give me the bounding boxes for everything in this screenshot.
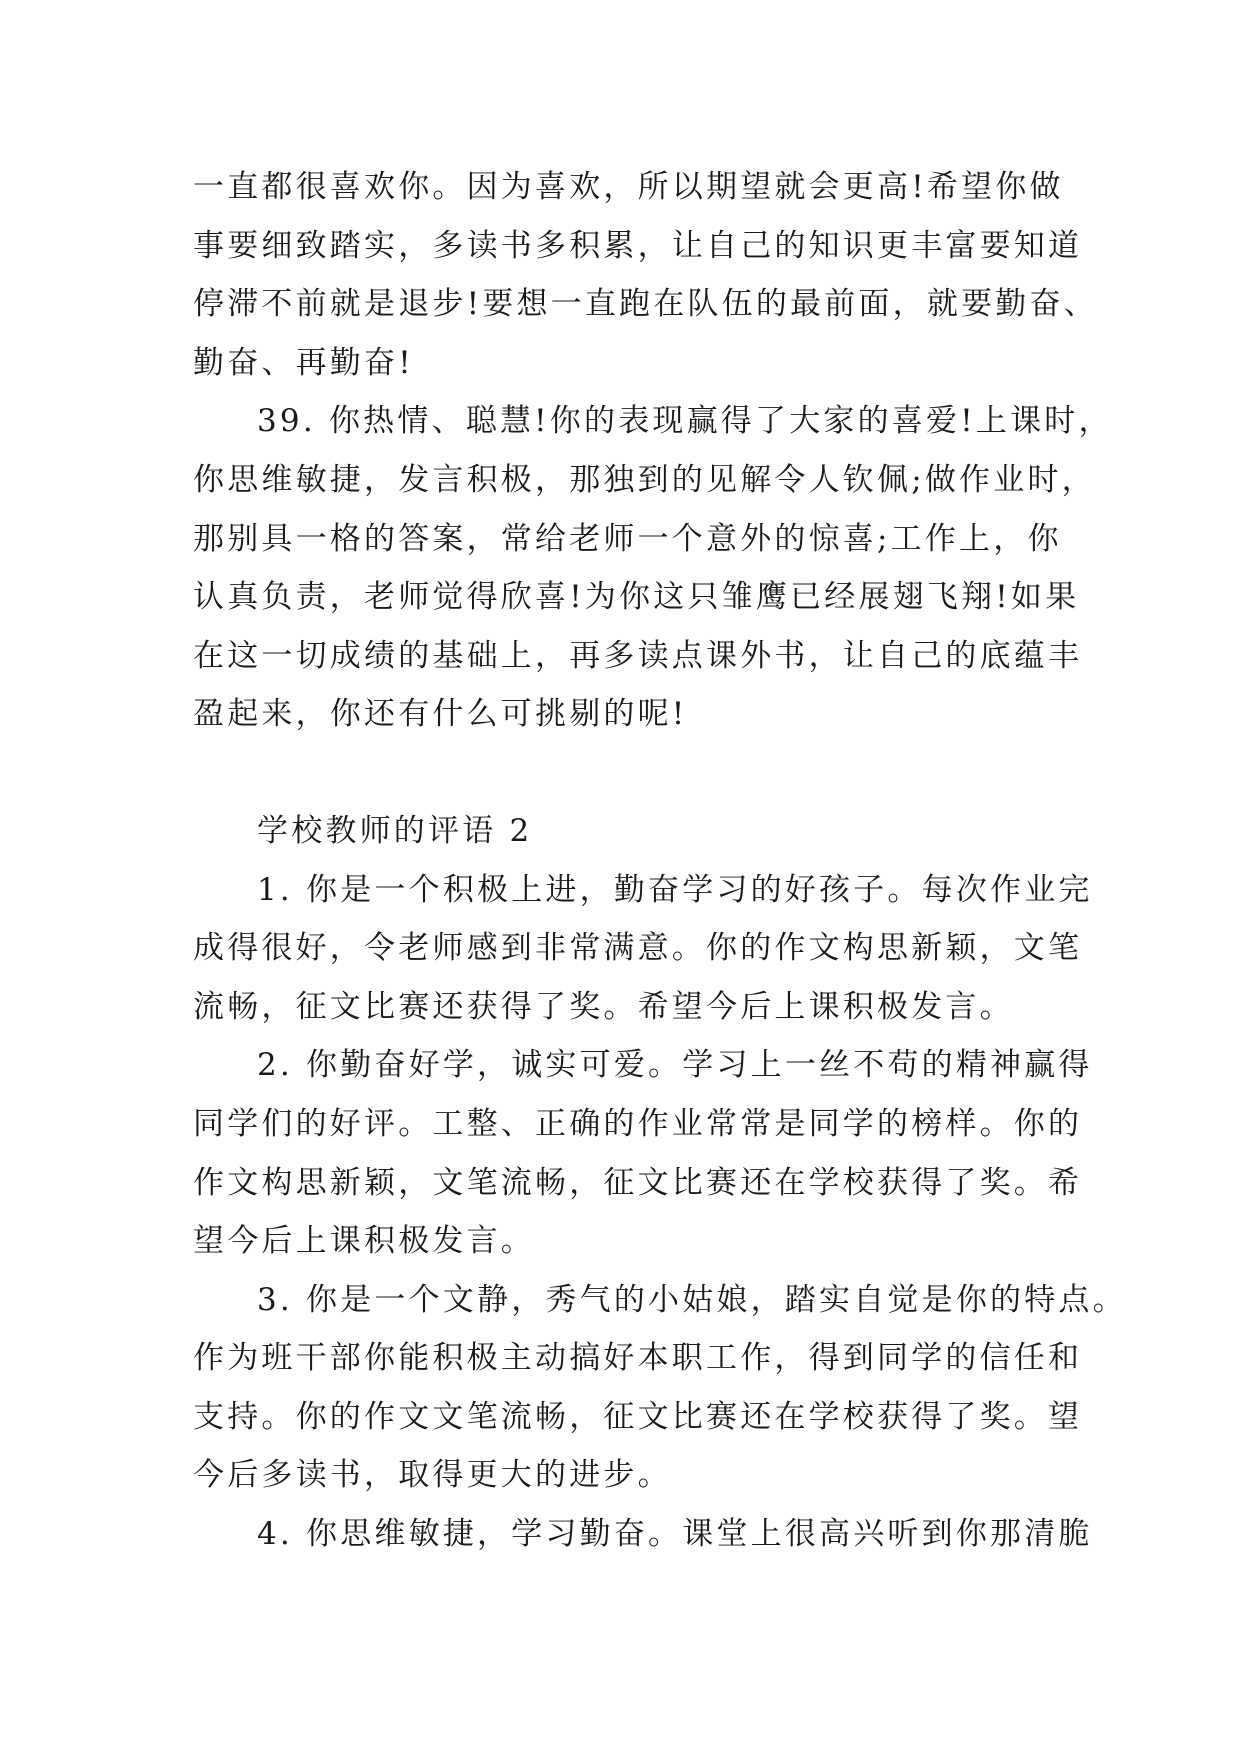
paragraph-continued bbox=[193, 158, 1098, 392]
text-line: 作为班干部你能积极主动搞好本职工作，得到同学的信任和 bbox=[193, 1340, 1083, 1377]
text-line: 作文构思新颖，文笔流畅，征文比赛还在学校获得了奖。希 bbox=[193, 1164, 1083, 1201]
text-line: 3. 你是一个文静，秀气的小姑娘，踏实自觉是你的特点。 bbox=[257, 1281, 1127, 1318]
text-line: 39. 你热情、聪慧!你的表现赢得了大家的喜爱!上课时， bbox=[257, 403, 1113, 440]
text-line: 成得很好，令老师感到非常满意。你的作文构思新颖，文笔 bbox=[193, 930, 1083, 967]
list-item bbox=[193, 1036, 1093, 1270]
text-line: 认真负责，老师觉得欣喜!为你这只雏鹰已经展翅飞翔!如果 bbox=[193, 579, 1080, 616]
text-line: 事要细致踏实，多读书多积累，让自己的知识更丰富要知道 bbox=[193, 227, 1083, 264]
text-line: 望今后上课积极发言。 bbox=[193, 1223, 535, 1260]
text-line: 4. 你思维敏捷，学习勤奋。课堂上很高兴听到你那清脆 bbox=[257, 1516, 1093, 1553]
list-item bbox=[193, 1271, 1127, 1505]
text-line: 1. 你是一个积极上进，勤奋学习的好孩子。每次作业完 bbox=[257, 871, 1093, 908]
list-item bbox=[193, 861, 1093, 1037]
paragraph-39 bbox=[193, 392, 1113, 744]
text-line: 2. 你勤奋好学，诚实可爱。学习上一丝不苟的精神赢得 bbox=[257, 1047, 1093, 1084]
text-line: 在这一切成绩的基础上，再多读点课外书，让自己的底蕴丰 bbox=[193, 637, 1083, 674]
text-line: 那别具一格的答案，常给老师一个意外的惊喜;工作上，你 bbox=[193, 520, 1062, 557]
blank-space bbox=[193, 744, 1073, 802]
text-line: 流畅，征文比赛还获得了奖。希望今后上课积极发言。 bbox=[193, 988, 1014, 1025]
text-line: 盈起来，你还有什么可挑剔的呢! bbox=[193, 696, 688, 733]
text-line: 停滞不前就是退步!要想一直跑在队伍的最前面，就要勤奋、 bbox=[193, 286, 1098, 323]
text-line: 勤奋、再勤奋! bbox=[193, 344, 414, 381]
document-body bbox=[193, 158, 1127, 1564]
text-line: 今后多读书，取得更大的进步。 bbox=[193, 1457, 672, 1494]
section-title: 学校教师的评语 2 bbox=[257, 812, 533, 849]
text-line: 支持。你的作文文笔流畅，征文比赛还在学校获得了奖。望 bbox=[193, 1398, 1083, 1435]
list-item bbox=[193, 1505, 1093, 1564]
text-line: 你思维敏捷，发言积极，那独到的见解令人钦佩;做作业时， bbox=[193, 461, 1096, 498]
text-line: 一直都很喜欢你。因为喜欢，所以期望就会更高!希望你做 bbox=[193, 169, 1064, 205]
text-line: 同学们的好评。工整、正确的作业常常是同学的榜样。你的 bbox=[193, 1105, 1083, 1142]
